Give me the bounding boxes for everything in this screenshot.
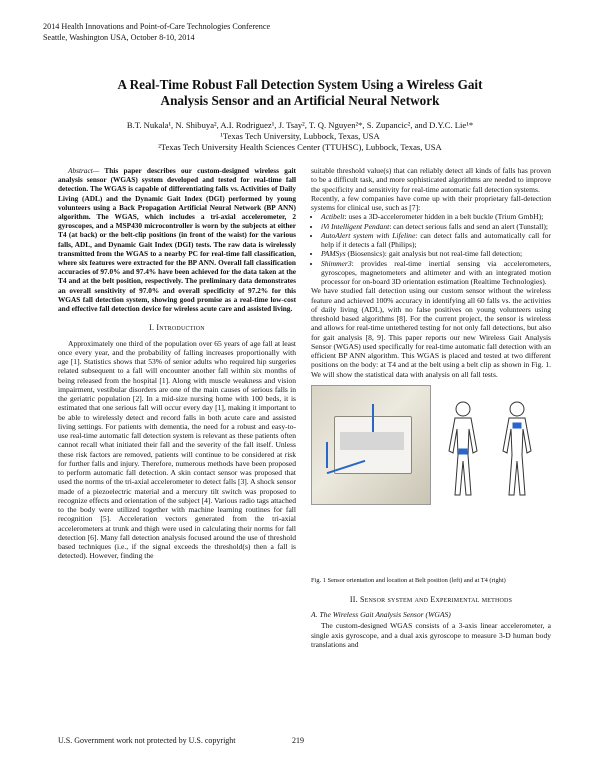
- copyright-notice: U.S. Government work not protected by U.S. copyright: [58, 736, 236, 745]
- intro-heading: I. Introduction: [149, 323, 205, 333]
- company-list: [311, 212, 551, 286]
- list-item: • Shimmer3: provides real-time inertial sensing via accelerometers, gyroscopes, magnetometers and altimeter and with an integrated motion processor for on-board 3D orientation estimation (Realtime Technologies).: [321, 259, 551, 287]
- body-outline-diagram: [433, 395, 551, 505]
- figure-1: [311, 385, 551, 573]
- abstract: [58, 166, 296, 313]
- author-block: [30, 120, 570, 153]
- abstract-text: This paper describes our custom-designed wireless gait analysis sensor (WGAS) system developed and tested for real-time fall detection. The WGAS is capable of differentiating falls vs. Activities of Daily Living (ADL) and the Dynamic Gait Index (DGI) performed by young volunteers using a Back Propagation Artificial Neural Network (BP ANN) algorithm. The WGAS, which includes a tri-axial accelerometer, 2 gyroscopes, and a MSP430 microcontroller is worn by the subjects at either T4 (at back) or the belt-clip positions (in front of the waist) for the various falls, ADL, and Dynamic Gait Index (DGI) tests. The raw data is wirelessly transmitted from the WGAS to a nearby PC for real-time fall classification, where six features were extracted for the BP ANN. Overall fall classification accuracies of 97.0% and 97.4% have been achieved for the data taken at the T4 and at the belt position, respectively. The preliminary data demonstrates an overall sensitivity of 97.0% and overall specificity of 97.2% for this WGAS fall detection system, showing good promise as a real-time low-cost and effective fall detection device for wireless acute care and assisted living.: [58, 166, 296, 314]
- conference-line-2: Seattle, Washington USA, October 8-10, 2014: [43, 32, 195, 42]
- sensor-label-sticker: [340, 432, 404, 450]
- axis-arrow-z: [372, 404, 374, 432]
- axis-arrow-y: [326, 442, 328, 468]
- right-paragraph-1: suitable threshold value(s) that can reliably detect all kinds of falls has proven to be a difficult task, and more sophisticated algorithms are needed to improve the specificity and sensitivity for real-time automatic fall detection systems.: [311, 166, 551, 194]
- affiliation-1: ¹Texas Tech University, Lubbock, Texas, USA: [220, 131, 380, 141]
- section-2-heading: II. Sensor system and Experimental methods: [349, 594, 513, 604]
- title-line-1: A Real-Time Robust Fall Detection System Using a Wireless Gait: [117, 77, 483, 92]
- section-2-paragraph: The custom-designed WGAS consists of a 3-axis linear accelerometer, a single axis gyroscope, and a dual axis gyroscope to measure 3-D human body translations and: [311, 621, 551, 649]
- paper-title: [30, 77, 570, 109]
- right-column: [311, 166, 551, 649]
- right-paragraph-3: We have studied fall detection using our custom sensor without the wireless feature and achieved 100% accuracy in identifying all 60 falls vs. the activities of daily living (ADL), with no false positives on young volunteers using threshold based algorithms [8]. For the current project, the sensor is wireless and allows for real-time untethered testing for not only fall detections, but also for gait analysis [8, 9]. This paper reports our new Wireless Gait Analysis Sensor (WGAS) used specifically for real-time automatic fall detection with an efficient BP ANN algorithm. This WGAS is placed and tested at two different positions on the body: at T4 and at the belt using a belt clip as shown in Fig. 1. We will show the statistical data with analysis on all fall tests.: [311, 286, 551, 379]
- title-line-2: Analysis Sensor and an Artificial Neural Network: [160, 93, 440, 108]
- conference-header: [43, 22, 270, 43]
- intro-paragraph: Approximately one third of the population over 65 years of age fall at least once every year, and the probability of falling increases proportionally with age [1]. Statistics shows that 53% of senior adults who required hip surgeries related subsequent to a fall will encounter another fall within six months of being released from the hospital [1]. Along with muscle weakness and vision impairment, vestibular disorders are one of the main causes of serious falls in the geriatric population [2]. In a mid-size nursing home with 100 beds, it is estimated that one serious fall will occur every day [1], making it important to be able to wirelessly detect and record falls in both acute care and assisted living settings. For patients with dementia, the need for a robust and easy-to-use real-time automatic fall detection system is relevant as these patients often cannot recall what initiated their fall and the severity of the fall itself. Unless these risk factors are removed, patients will continue to be considered at risk for further falls and injury. Therefore, numerous methods have been proposed to perform automatic fall detection. A skin contact sensor was proposed that used the norms of the tri-axial accelerometer to detect falls [3]. A shock sensor made of a piezoelectric material and a mercury tilt switch was proposed to recognize effects and orientation of the subject [4]. Various radio tags attached to the body were utilized together with machine learning routines for fall recognition [5]. Acceleration vectors generated from the tri-axial accelerometers at trunk and thigh were used in calculating their norms for fall detection [6]. Many fall detection analysis focused around the use of threshold based techniques (i.e., if the signal exceeds the threshold(s) then a fall is detected). However, finding the: [58, 338, 296, 561]
- back-body-figure: [503, 402, 531, 495]
- front-body-figure: [449, 402, 477, 495]
- affiliation-2: ²Texas Tech University Health Sciences Center (TTUHSC), Lubbock, Texas, USA: [158, 142, 442, 152]
- list-item: • Actibelt: uses a 3D-accelerometer hidden in a belt buckle (Trium GmbH);: [321, 212, 551, 221]
- conference-line-1: 2014 Health Innovations and Point-of-Care Technologies Conference: [43, 22, 271, 31]
- page-number: 219: [292, 736, 304, 745]
- list-item: • iVi Intelligent Pendant: can detect serious falls and send an alert (Tunstall);: [321, 222, 551, 231]
- right-paragraph-2: Recently, a few companies have come up with their proprietary fall-detection systems for clinical use, such as [7]:: [311, 193, 551, 212]
- list-item: • PAMSys (Biosensics): gait analysis but not real-time fall detection;: [321, 249, 551, 258]
- abstract-lead: Abstract—: [68, 166, 100, 175]
- list-item: • AutoAlert system with Lifeline: can detect falls and automatically call for help if it detects a fall (Philips);: [321, 231, 551, 250]
- section-2a-subheading: A. The Wireless Gait Analysis Sensor (WGAS): [311, 610, 451, 619]
- sensor-photo: [311, 385, 431, 505]
- left-column: [58, 166, 296, 561]
- figure-caption: Fig. 1 Sensor orientation and location at Belt position (left) and at T4 (right): [311, 576, 506, 584]
- author-list: B.T. Nukala¹, N. Shibuya², A.I. Rodriguez¹, J. Tsay², T. Q. Nguyen²*, S. Zupancic², and D.Y.C. Lie¹*: [126, 120, 474, 130]
